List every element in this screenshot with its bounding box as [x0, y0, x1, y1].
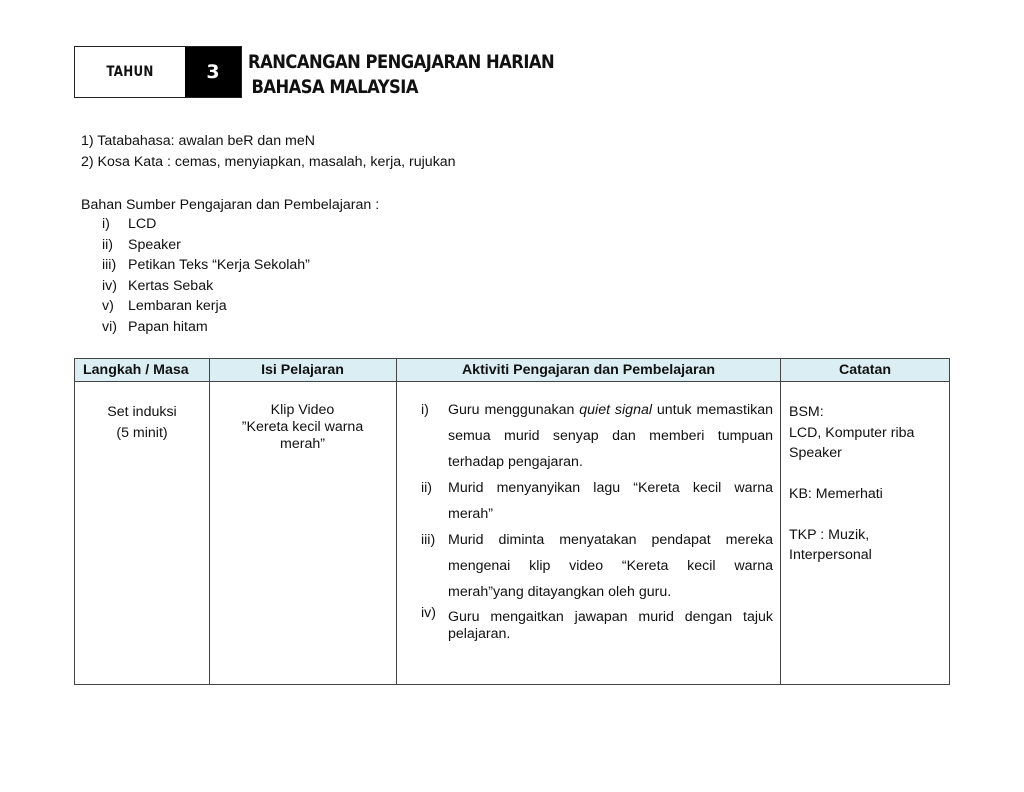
activity-item: ii) Murid menyanyikan lagu “Kereta kecil warna merah” — [421, 480, 773, 522]
langkah-cell — [75, 402, 209, 444]
note-line: LCD, Komputer riba — [789, 424, 915, 441]
year-label: TAHUN — [106, 64, 154, 80]
header-isi: Isi Pelajaran — [261, 362, 344, 378]
list-item: ii) Speaker — [102, 236, 181, 253]
document-title — [248, 50, 554, 100]
step-name: Set induksi — [107, 404, 177, 420]
resources-list — [96, 214, 310, 338]
content-line: merah” — [280, 436, 325, 452]
step-duration: (5 minit) — [116, 425, 168, 441]
catatan-cell — [789, 402, 949, 565]
vocabulary-line: 2) Kosa Kata : cemas, menyiapkan, masalah, kerja, rujukan — [81, 153, 456, 170]
resources-title: Bahan Sumber Pengajaran dan Pembelajaran : — [81, 197, 380, 213]
content-line: ”Kereta kecil warna — [241, 419, 364, 435]
list-item: iii) Petikan Teks “Kerja Sekolah” — [102, 257, 310, 274]
intro-section — [81, 131, 456, 172]
header-aktiviti: Aktiviti Pengajaran dan Pembelajaran — [461, 362, 716, 378]
activity-item: i) Guru menggunakan quiet signal untuk memastikan semua murid senyap dan memberi tumpuan terhadap pengajaran. — [421, 402, 773, 470]
note-line: Interpersonal — [789, 547, 872, 563]
list-item: i) LCD — [102, 216, 157, 232]
grammar-line: 1) Tatabahasa: awalan beR dan meN — [81, 133, 315, 149]
title-line-1: RANCANGAN PENGAJARAN HARIAN — [248, 51, 555, 73]
list-item: v) Lembaran kerja — [102, 298, 227, 315]
activity-item: iv) Guru mengaitkan jawapan murid dengan tajuk pelajaran. — [421, 605, 773, 642]
note-line: Speaker — [789, 445, 842, 461]
header-catatan: Catatan — [838, 362, 892, 378]
aktiviti-list — [421, 397, 773, 643]
header-langkah: Langkah / Masa — [83, 362, 189, 378]
year-box — [74, 46, 242, 98]
note-line: TKP : Muzik, — [789, 527, 870, 543]
activity-item: iii) Murid diminta menyatakan pendapat mereka mengenai klip video “Kereta kecil warna merah”yang ditayangkan oleh guru. — [421, 532, 773, 600]
title-line-2: BAHASA MALAYSIA — [251, 76, 418, 98]
list-item: iv) Kertas Sebak — [102, 277, 214, 294]
content-line: Klip Video — [270, 402, 335, 418]
list-item: vi) Papan hitam — [102, 318, 208, 335]
year-value: 3 — [185, 47, 241, 97]
note-line: BSM: — [789, 404, 824, 420]
note-line: KB: Memerhati — [789, 485, 883, 502]
isi-cell — [209, 402, 396, 453]
lesson-plan-table — [74, 358, 950, 685]
